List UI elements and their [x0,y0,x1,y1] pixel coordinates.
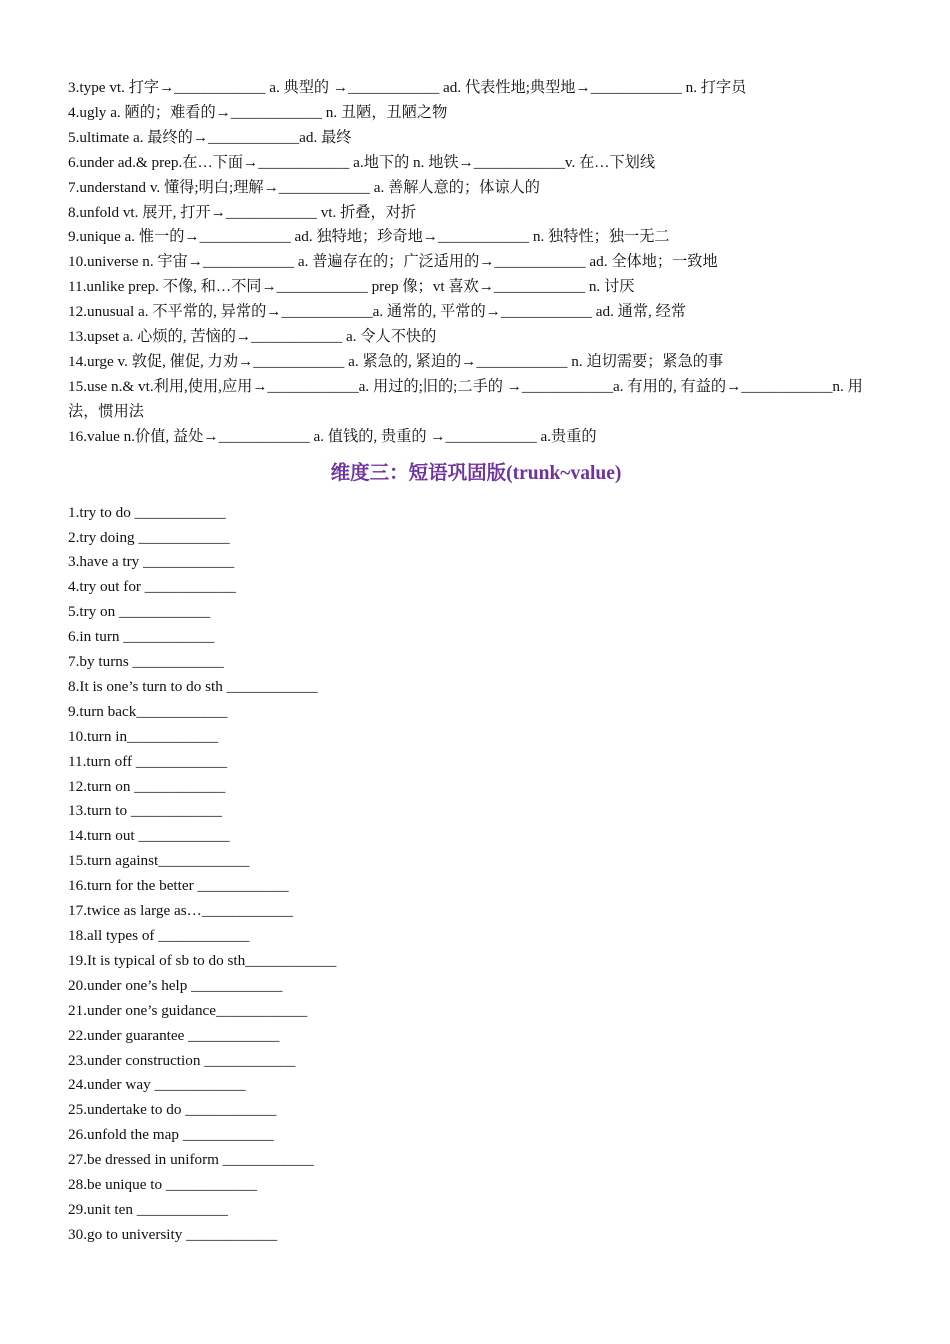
phrase-item: 8.It is one’s turn to do sth ____________ [68,677,318,695]
phrase-item: 16.turn for the better ____________ [68,877,289,895]
phrase-item: 3.have a try ____________ [68,553,235,571]
word-item: 10.universe n. 宇宙→____________ a. 普遍存在的；广泛适用的→____________ ad. 全体地；一致地 [68,253,718,271]
phrase-item: 17.twice as large as…____________ [68,902,293,920]
word-item: 15.use n.& vt.利用,使用,应用→____________a. 用过的;旧的;二手的 →____________a. 有用的, 有益的→____________n. 用法，惯用法 [68,377,863,420]
word-item: 8.unfold vt. 展开, 打开→____________ vt. 折叠，对折 [68,203,417,221]
phrase-item: 27.be dressed in uniform ____________ [68,1151,314,1169]
phrase-item: 9.turn back____________ [68,702,228,720]
word-item: 11.unlike prep. 不像, 和…不同→____________ prep 像；vt 喜欢→____________ n. 讨厌 [68,278,635,296]
phrase-list [68,501,884,1248]
phrase-item: 29.unit ten ____________ [68,1200,228,1218]
phrase-item: 21.under one’s guidance____________ [68,1001,308,1019]
phrase-item: 26.unfold the map ____________ [68,1126,274,1144]
phrase-item: 30.go to university ____________ [68,1225,278,1243]
phrase-item: 25.undertake to do ____________ [68,1101,277,1119]
phrase-item: 18.all types of ____________ [68,927,250,944]
phrase-item: 4.try out for ____________ [68,578,236,596]
phrase-item: 10.turn in____________ [68,727,219,745]
phrase-item: 12.turn on ____________ [68,777,226,795]
word-item: 9.unique a. 惟一的→____________ ad. 独特地；珍奇地→____________ n. 独特性；独一无二 [68,228,670,246]
word-item: 6.under ad.& prep.在…下面→____________ a.地下的 n. 地铁→____________v. 在…下划线 [68,153,656,171]
phrase-item: 1.try to do ____________ [68,503,226,521]
word-item: 3.type vt. 打字→____________ a. 典型的 →____________ ad. 代表性地;典型地→____________ n. 打字员 [68,79,747,96]
phrase-item: 11.turn off ____________ [68,752,228,770]
worksheet-page [68,76,884,1248]
word-list [68,76,884,450]
word-item: 16.value n.价值, 益处→____________ a. 值钱的, 贵重的 →____________ a.贵重的 [68,427,597,445]
section-heading: 维度三：短语巩固版(trunk~value) [330,462,622,484]
word-item: 5.ultimate a. 最终的→____________ad. 最终 [68,128,352,146]
phrase-item: 23.under construction ____________ [68,1051,296,1069]
word-item: 13.upset a. 心烦的, 苦恼的→____________ a. 令人不快的 [68,328,437,346]
phrase-item: 2.try doing ____________ [68,528,230,546]
phrase-item: 6.in turn ____________ [68,628,215,646]
phrase-item: 15.turn against____________ [68,852,250,870]
word-item: 14.urge v. 敦促, 催促, 力劝→____________ a. 紧急的, 紧迫的→____________ n. 迫切需要；紧急的事 [68,352,724,370]
phrase-item: 5.try on ____________ [68,603,211,621]
phrase-item: 19.It is typical of sb to do sth____________ [68,951,337,969]
phrase-item: 24.under way ____________ [68,1076,246,1094]
word-item: 12.unusual a. 不平常的, 异常的→____________a. 通常的, 平常的→____________ ad. 通常, 经常 [68,303,687,321]
phrase-item: 28.be unique to ____________ [68,1176,257,1194]
phrase-item: 7.by turns ____________ [68,653,224,671]
phrase-item: 13.turn to ____________ [68,802,222,820]
phrase-item: 20.under one’s help ____________ [68,976,283,994]
word-item: 4.ugly a. 陋的；难看的→____________ n. 丑陋，丑陋之物 [68,103,448,121]
phrase-item: 22.under guarantee ____________ [68,1026,280,1044]
phrase-item: 14.turn out ____________ [68,827,230,845]
word-item: 7.understand v. 懂得;明白;理解→____________ a. 善解人意的；体谅人的 [68,178,540,196]
